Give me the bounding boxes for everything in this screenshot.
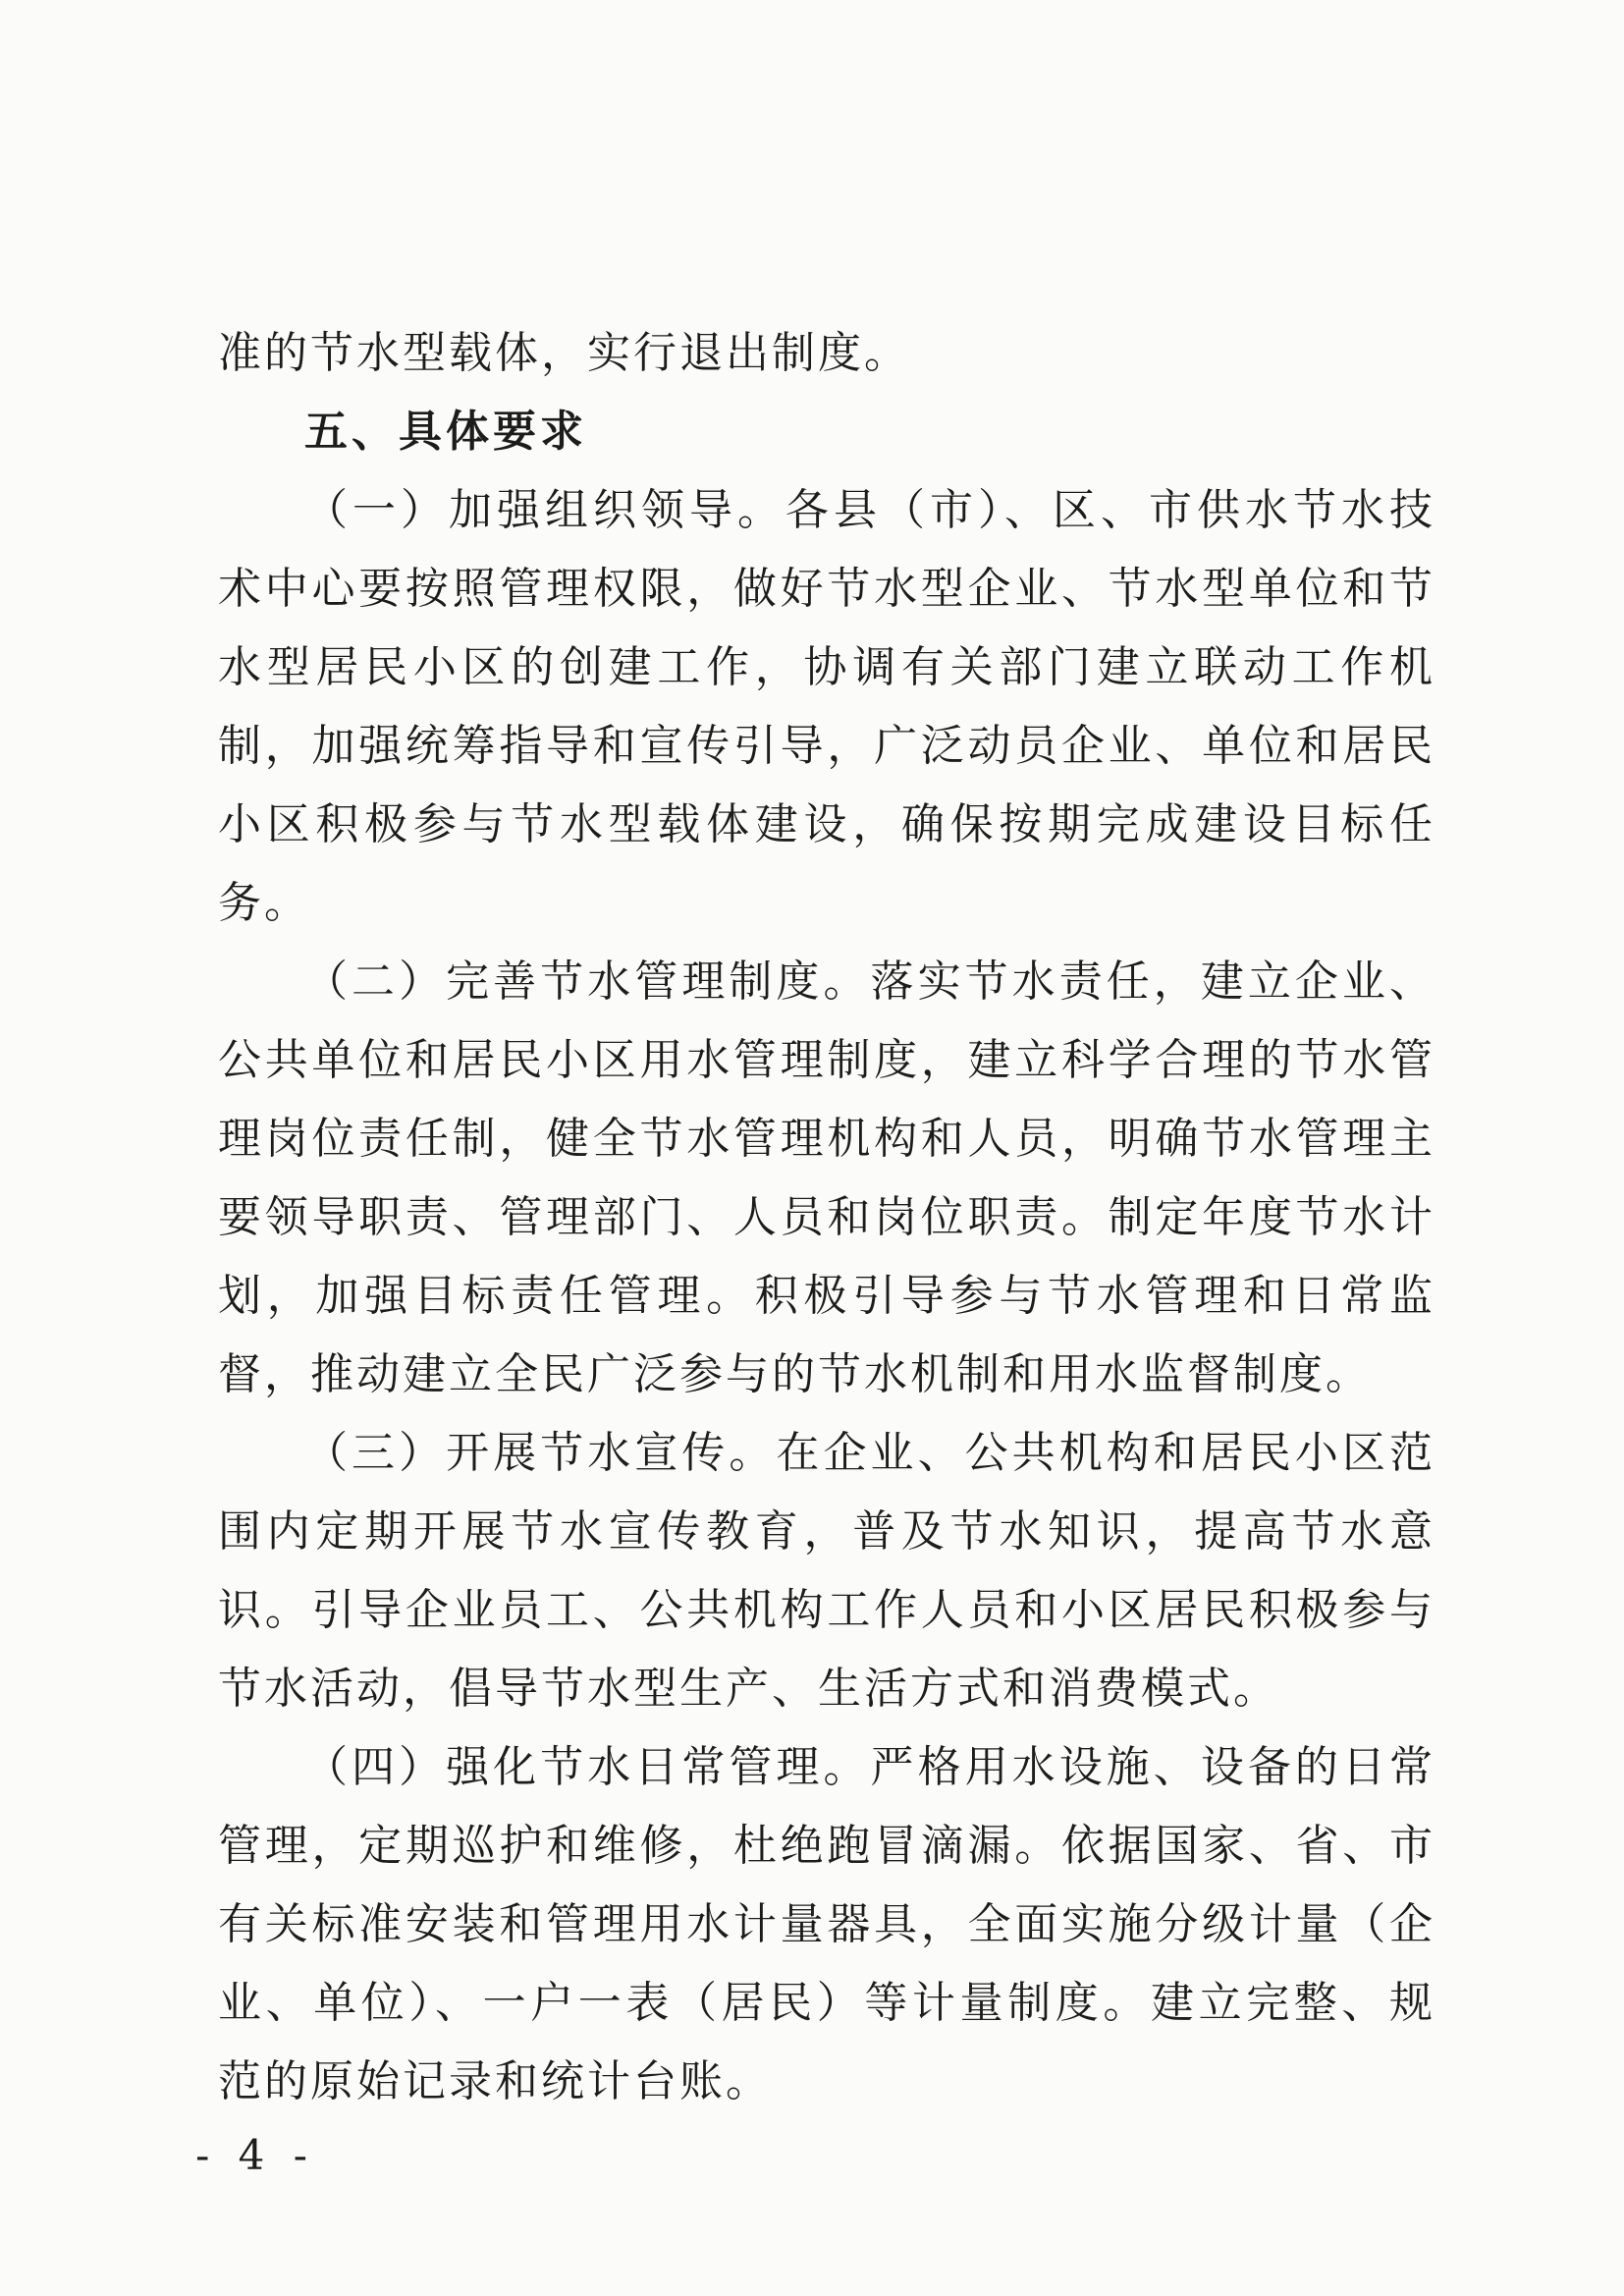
paragraph-daily-management: （四）强化节水日常管理。严格用水设施、设备的日常管理，定期巡护和维修，杜绝跑冒滴漏。依据国家、省、市有关标准安装和管理用水计量器具，全面实施分级计量（企业、单位）、一户一表（居民）等计量制度。建立完整、规范的原始记录和统计台账。 [218,1742,1435,2106]
section-heading: 五、具体要求 [304,407,587,457]
page-number: - 4 - [195,2131,315,2179]
continued-paragraph: 准的节水型载体，实行退出制度。 [218,328,910,378]
document-body [218,314,1435,2121]
paragraph-organization-leadership: （一）加强组织领导。各县（市）、区、市供水节水技术中心要按照管理权限，做好节水型企业、节水型单位和节水型居民小区的创建工作，协调有关部门建立联动工作机制，加强统筹指导和宣传引导，广泛动员企业、单位和居民小区积极参与节水型载体建设，确保按期完成建设目标任务。 [218,485,1435,928]
paragraph-publicity: （三）开展节水宣传。在企业、公共机构和居民小区范围内定期开展节水宣传教育，普及节水知识，提高节水意识。引导企业员工、公共机构工作人员和小区居民积极参与节水活动，倡导节水型生产、生活方式和消费模式。 [218,1428,1435,1714]
paragraph-management-system: （二）完善节水管理制度。落实节水责任，建立企业、公共单位和居民小区用水管理制度，建立科学合理的节水管理岗位责任制，健全节水管理机构和人员，明确节水管理主要领导职责、管理部门、人员和岗位职责。制定年度节水计划，加强目标责任管理。积极引导参与节水管理和日常监督，推动建立全民广泛参与的节水机制和用水监督制度。 [218,957,1435,1399]
